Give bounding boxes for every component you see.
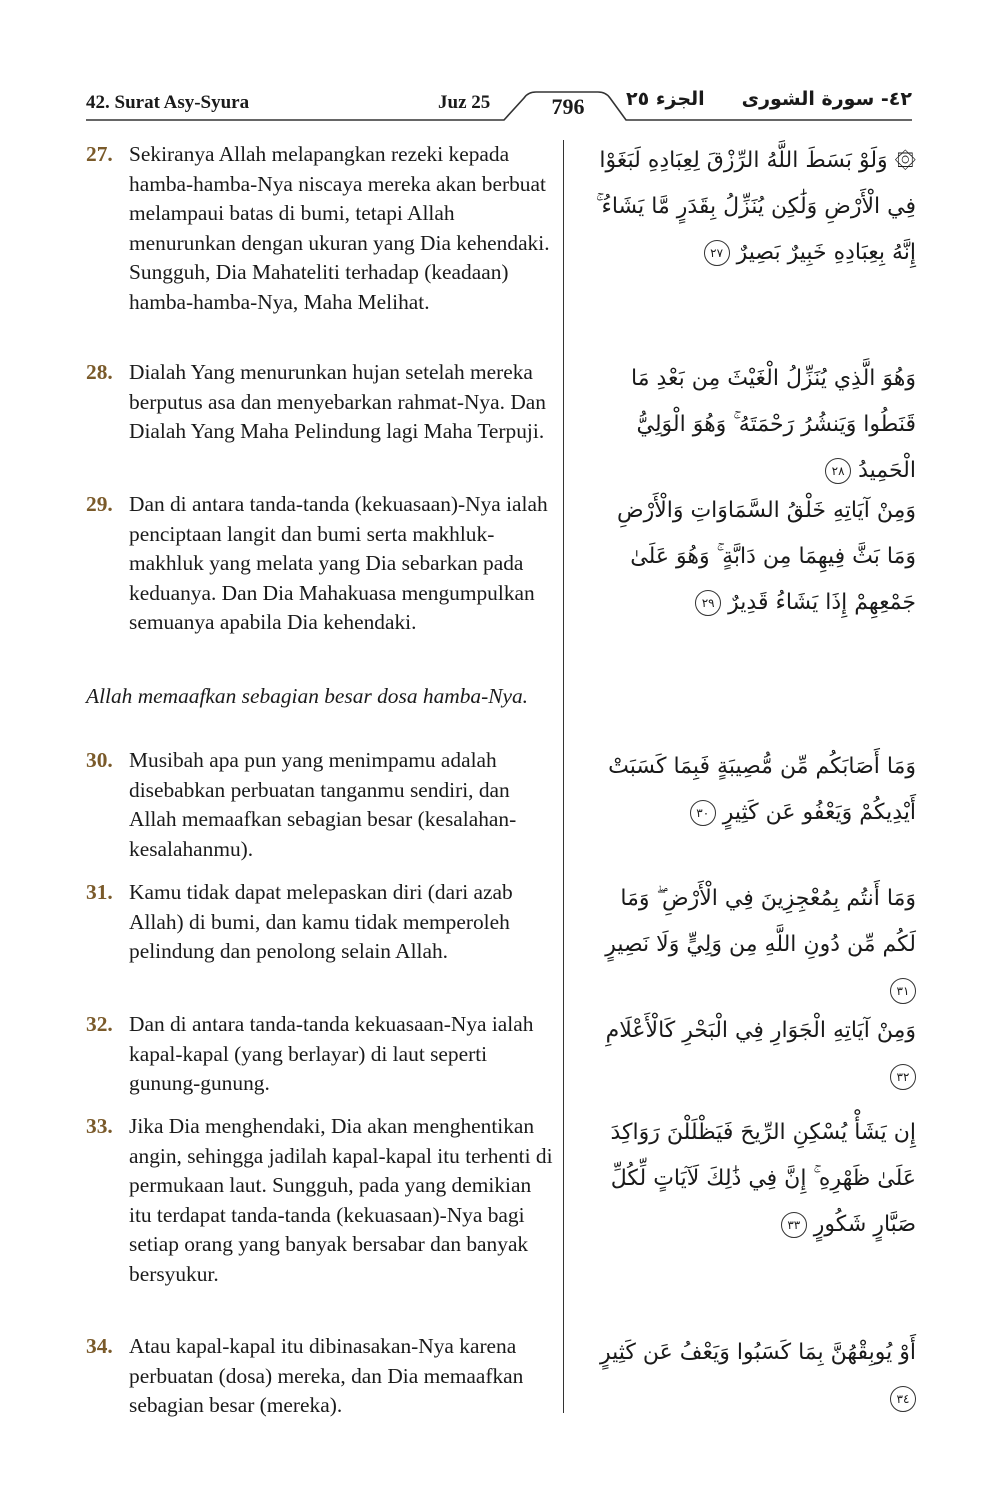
verse-text: Musibah apa pun yang menimpamu adalah disebabkan perbuatan tanganmu sendiri, dan Allah memaafkan sebagian besar (kesalahan-kesalahanmu).	[129, 748, 517, 861]
ayah-end-marker: ٣٢	[890, 1064, 916, 1090]
verse-number: 30.	[86, 748, 113, 772]
juz-label-latin: Juz 25	[438, 92, 491, 113]
verse-text: Sekiranya Allah melapangkan rezeki kepada hamba-hamba-Nya niscaya mereka akan berbuat melampaui batas di bumi, tetapi Allah menurunkan dengan ukuran yang Dia kehendaki. Sungguh, Dia Mahateliti terhadap (keadaan) hamba-hamba-Nya, Maha Melihat.	[129, 142, 550, 314]
ayah-end-marker: ٢٨	[825, 458, 851, 484]
verse-text: Jika Dia menghendaki, Dia akan menghentikan angin, sehingga jadilah kapal-kapal itu terhenti di permukaan laut. Sungguh, pada yang demikian itu terdapat tanda-tanda (kekuasaan)-Nya bagi setiap orang yang banyak bersabar dan banyak bersyukur.	[129, 1114, 553, 1286]
verse-number: 27.	[86, 142, 113, 166]
verse-text: Kamu tidak dapat melepaskan diri (dari azab Allah) di bumi, dan kamu tidak memperoleh pelindung dan penolong selain Allah.	[129, 880, 513, 964]
verse-number: 32.	[86, 1012, 113, 1036]
arabic-text: وَهُوَ الَّذِي يُنَزِّلُ الْغَيْثَ مِن بَعْدِ مَا قَنَطُوا وَيَنشُرُ رَحْمَتَهُ ۚ وَهُوَ الْوَلِيُّ الْحَمِيدُ	[631, 366, 916, 483]
verse-translation	[86, 1010, 558, 1099]
verse-number: 28.	[86, 360, 113, 384]
ayah-end-marker: ٢٧	[704, 240, 730, 266]
verse-arabic	[586, 488, 916, 626]
verse-arabic	[586, 356, 916, 494]
verse-translation	[86, 140, 558, 318]
page-header	[86, 86, 912, 124]
ayah-end-marker: ٣١	[890, 978, 916, 1004]
arabic-text: وَمِنْ آيَاتِهِ خَلْقُ السَّمَاوَاتِ وَالْأَرْضِ وَمَا بَثَّ فِيهِمَا مِن دَابَّةٍ ۚ وَهُوَ عَلَىٰ جَمْعِهِمْ إِذَا يَشَاءُ قَدِيرٌ	[616, 498, 916, 615]
juz-label-arabic: الجزء ٢٥	[626, 88, 705, 110]
verse-translation	[86, 490, 558, 638]
verse-arabic	[586, 1008, 916, 1100]
ayah-end-marker: ٣٤	[890, 1386, 916, 1412]
verse-text: Dialah Yang menurunkan hujan setelah mereka berputus asa dan menyebarkan rahmat-Nya. Dan Dialah Yang Maha Pelindung lagi Maha Terpuji.	[129, 360, 546, 444]
ayah-end-marker: ٣٣	[781, 1212, 807, 1238]
verse-text: Atau kapal-kapal itu dibinasakan-Nya karena perbuatan (dosa) mereka, dan Dia memaafkan sebagian besar (mereka).	[129, 1334, 524, 1418]
arabic-text: وَمَا أَصَابَكُم مِّن مُّصِيبَةٍ فَبِمَا كَسَبَتْ أَيْدِيكُمْ وَيَعْفُو عَن كَثِيرٍ	[608, 754, 916, 825]
section-heading: Allah memaafkan sebagian besar dosa hamba-Nya.	[86, 684, 529, 708]
arabic-text: ۞ وَلَوْ بَسَطَ اللَّهُ الرِّزْقَ لِعِبَادِهِ لَبَغَوْا فِي الْأَرْضِ وَلَٰكِن يُنَزِّلُ بِقَدَرٍ مَّا يَشَاءُ ۚ إِنَّهُ بِعِبَادِهِ خَبِيرٌ بَصِيرٌ	[595, 148, 916, 265]
column-divider	[563, 140, 564, 1413]
ayah-end-marker: ٣٠	[690, 800, 716, 826]
arabic-text: وَمَا أَنتُم بِمُعْجِزِينَ فِي الْأَرْضِ ۖ وَمَا لَكُم مِّن دُونِ اللَّهِ مِن وَلِيٍّ وَلَا نَصِيرٍ	[605, 886, 916, 957]
verse-text: Dan di antara tanda-tanda (kekuasaan)-Nya ialah penciptaan langit dan bumi serta makhluk-makhluk yang melata yang Dia sebarkan pada keduanya. Dan Dia Mahakuasa mengumpulkan semuanya apabila Dia kehendaki.	[129, 492, 548, 635]
verse-translation	[86, 1332, 558, 1421]
verse-arabic	[586, 1330, 916, 1422]
verse-number: 29.	[86, 492, 113, 516]
surah-title-latin: 42. Surat Asy-Syura	[86, 92, 250, 113]
verse-arabic	[586, 138, 916, 276]
verse-text: Dan di antara tanda-tanda kekuasaan-Nya ialah kapal-kapal (yang berlayar) di laut seperti gunung-gunung.	[129, 1012, 534, 1096]
verse-translation	[86, 878, 558, 967]
verse-translation	[86, 746, 558, 864]
verse-arabic	[586, 1110, 916, 1248]
arabic-text: أَوْ يُوبِقْهُنَّ بِمَا كَسَبُوا وَيَعْفُ عَن كَثِيرٍ	[600, 1340, 916, 1365]
verse-arabic	[586, 876, 916, 1014]
arabic-text: إِن يَشَأْ يُسْكِنِ الرِّيحَ فَيَظْلَلْنَ رَوَاكِدَ عَلَىٰ ظَهْرِهِ ۚ إِنَّ فِي ذَٰلِكَ لَآيَاتٍ لِّكُلِّ صَبَّارٍ شَكُورٍ	[610, 1120, 916, 1237]
verse-translation	[86, 1112, 558, 1290]
verse-arabic	[586, 744, 916, 836]
verse-number: 33.	[86, 1114, 113, 1138]
verse-translation	[86, 358, 558, 447]
verse-number: 34.	[86, 1334, 113, 1358]
surah-title-arabic: ٤٢- سورة الشورى	[741, 88, 912, 110]
page-number: 796	[551, 94, 585, 119]
ayah-end-marker: ٢٩	[695, 590, 721, 616]
verse-number: 31.	[86, 880, 113, 904]
arabic-text: وَمِنْ آيَاتِهِ الْجَوَارِ فِي الْبَحْرِ كَالْأَعْلَامِ	[605, 1018, 916, 1043]
